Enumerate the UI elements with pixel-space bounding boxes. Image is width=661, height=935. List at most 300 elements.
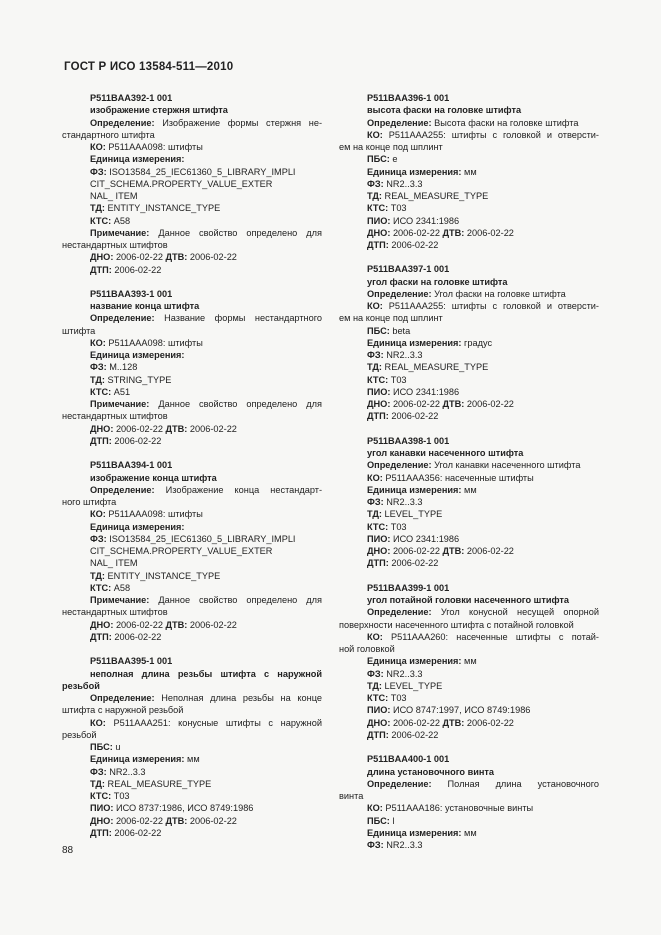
entry-line [339, 594, 599, 606]
entry-field-value: ИСО 2341:1986 [390, 386, 460, 397]
entry-line [62, 521, 322, 533]
entry-line [339, 129, 599, 141]
entry-line [339, 496, 599, 508]
entry-field-value: Угол конусной несущей опорной [431, 607, 599, 618]
entry-field-value: M..128 [106, 362, 138, 373]
entry-field-label: ДТП: [367, 729, 389, 740]
entry-line [339, 374, 599, 386]
entry-field-value: 2006-02-22 [113, 423, 166, 434]
entry-field-value: T03 [111, 791, 130, 802]
entry-field-label: ТД: [367, 191, 382, 201]
entry-line [62, 190, 322, 202]
entry-field-value: ИСО 2341:1986 [390, 215, 460, 226]
entry-field-label: Единица измерения: [90, 521, 185, 532]
entry-line [62, 153, 322, 165]
entry-line [339, 704, 599, 716]
entry-line [339, 227, 599, 239]
entry-line [62, 459, 322, 471]
entry-line [62, 594, 322, 606]
entry-line [62, 692, 322, 704]
entry-line [62, 374, 322, 386]
entry-field-label: ФЗ: [90, 166, 107, 177]
entry-line [339, 680, 599, 692]
entry-field-label: КО: [367, 472, 383, 483]
entry-field-label: ДТВ: [442, 227, 465, 238]
entry-field-value: P511AAA255: штифты с головкой и отверсти- [382, 129, 599, 140]
entry-line [62, 251, 322, 263]
entry-field-label: ДТП: [90, 827, 112, 838]
entry-line [62, 668, 322, 680]
entry-field-label: ПБС: [367, 815, 390, 826]
entry-field-value: Угол фаски на головке штифта [431, 288, 566, 299]
entry-field-label: КТС: [367, 374, 389, 385]
entry-line [62, 741, 322, 753]
entry-field-label: КО: [367, 631, 383, 642]
entry-field-value: P511AAA356: насеченные штифты [382, 472, 534, 483]
entry-field-value: мм [184, 754, 200, 765]
entry-field-value: P511AAA260: насеченные штифты с потай- [382, 631, 599, 642]
entry-field-value: ИСО 8737:1986, ИСО 8749:1986 [113, 803, 254, 814]
entry-field-label: ДНО: [90, 815, 114, 826]
entry-line [339, 153, 599, 165]
dictionary-entry [62, 655, 322, 839]
entry-line [62, 215, 322, 227]
entry-field-value: 2006-02-22 [388, 240, 439, 250]
entry-field-value: 2006-02-22 [464, 717, 514, 728]
entry-field-value: T03 [388, 203, 407, 214]
entry-line [62, 117, 322, 129]
entry-field-value: REAL_MEASURE_TYPE [382, 362, 489, 373]
entry-line [339, 447, 599, 459]
entry-field-value: 2006-02-22 [390, 546, 443, 557]
entry-line [339, 92, 599, 104]
entry-field-value: LEVEL_TYPE [382, 680, 443, 691]
entry-field-label: ДНО: [90, 619, 114, 630]
entry-field-label: ДНО: [367, 546, 391, 557]
entry-line [339, 141, 599, 153]
dictionary-entry [62, 288, 322, 447]
entry-line [62, 288, 322, 300]
entry-line [339, 398, 599, 410]
entry-line [339, 349, 599, 361]
entry-field-value: 2006-02-22 [388, 411, 439, 422]
entry-field-value: P511AAA098: штифты [105, 142, 203, 152]
entry-field-value: NR2..3.3 [383, 350, 423, 361]
entry-field-value: P511AAA186: установочные винты [382, 803, 534, 814]
entry-line [339, 215, 599, 227]
entry-line [339, 521, 599, 533]
entry-line [339, 766, 599, 778]
entry-field-label: P511BAA392-1 001 [90, 93, 173, 103]
entry-field-label: P511BAA397-1 001 [367, 264, 450, 275]
entry-field-label: КО: [367, 803, 383, 814]
entry-field-label: Единица измерения: [367, 166, 462, 177]
entry-field-value: штифта [62, 325, 96, 336]
entry-field-label: неполная длина резьбы штифта с наружной [90, 668, 322, 679]
entry-line [339, 643, 599, 655]
entry-field-label: ПБС: [90, 742, 113, 753]
entry-field-value: 2006-02-22 [390, 717, 443, 728]
entry-field-value: NR2..3.3 [383, 840, 423, 850]
entry-field-label: P511BAA395-1 001 [90, 656, 173, 667]
entry-field-value: ISO13584_25_IEC61360_5_LIBRARY_IMPLI [106, 166, 296, 177]
entry-field-value: 2006-02-22 [390, 399, 443, 410]
left-column [62, 92, 322, 851]
entry-field-label: КТС: [367, 521, 389, 532]
entry-line [339, 459, 599, 471]
entry-field-label: ДНО: [367, 227, 391, 238]
entry-field-label: Определение: [90, 484, 155, 495]
entry-field-value: Данное свойство определено для [149, 399, 322, 410]
entry-field-value: Неполная длина резьбы на конце [154, 693, 322, 704]
entry-line [62, 606, 322, 618]
entry-field-label: КТС: [90, 791, 112, 802]
entry-field-value: P511AAA255: штифты с головкой и отверсти- [382, 301, 599, 312]
entry-field-label: ФЗ: [367, 668, 384, 679]
entry-field-label: изображение конца штифта [90, 472, 217, 483]
entry-field-value: 2006-02-22 [111, 827, 162, 838]
entry-field-value: Название формы нестандартного [154, 313, 322, 324]
entry-field-label: P511BAA393-1 001 [90, 288, 173, 299]
entry-line [62, 398, 322, 410]
entry-field-label: ПИО: [90, 803, 114, 814]
entry-line [339, 778, 599, 790]
entry-line [62, 570, 322, 582]
entry-field-value: P511AAA251: конусные штифты с наружной [105, 717, 322, 728]
entry-field-value: 2006-02-22 [113, 815, 166, 826]
entry-field-label: КТС: [90, 582, 112, 593]
entry-field-value: стандартного штифта [62, 129, 155, 140]
entry-field-value: 2006-02-22 [187, 815, 237, 826]
entry-field-label: ПИО: [367, 215, 391, 226]
entry-field-label: ДТВ: [165, 252, 188, 263]
entry-field-label: ДНО: [367, 399, 391, 410]
entry-field-label: ДТП: [367, 411, 389, 422]
entry-line [62, 655, 322, 667]
entry-field-value: 2006-02-22 [390, 227, 443, 238]
entry-field-value: Данное свойство определено для [149, 595, 322, 606]
entry-field-label: ДТВ: [165, 815, 188, 826]
entry-field-value: поверхности насеченного штифта с потайной головкой [339, 619, 574, 630]
entry-line [62, 766, 322, 778]
entry-field-value: нестандартных штифтов [62, 411, 168, 422]
entry-field-label: ФЗ: [367, 350, 384, 361]
entry-line [62, 508, 322, 520]
entry-field-label: Единица измерения: [90, 154, 185, 165]
entry-field-label: изображение стержня штифта [90, 105, 228, 116]
entry-field-label: КТС: [90, 215, 112, 226]
entry-field-value: LEVEL_TYPE [382, 509, 443, 520]
entry-field-value: 2006-02-22 [464, 399, 514, 410]
entry-line [62, 410, 322, 422]
entry-field-label: Определение: [367, 460, 432, 471]
entry-field-value: NR2..3.3 [383, 497, 423, 508]
entry-field-value: A51 [111, 386, 131, 397]
entry-field-label: КО: [367, 129, 383, 140]
entry-field-label: Единица измерения: [367, 337, 462, 348]
entry-field-label: угол канавки насеченного штифта [367, 448, 524, 459]
entry-line [62, 533, 322, 545]
entry-field-value: мм [461, 166, 477, 177]
entry-field-label: ПБС: [367, 325, 390, 336]
entry-field-label: ДТП: [90, 264, 112, 275]
entry-field-value: NAL_ ITEM [90, 191, 138, 201]
entry-field-label: ТД: [90, 570, 105, 581]
entry-field-value: Угол канавки насеченного штифта [431, 460, 581, 471]
entry-line [62, 545, 322, 557]
entry-field-label: ФЗ: [367, 178, 384, 189]
entry-field-label: КО: [90, 142, 106, 152]
entry-field-label: Единица измерения: [90, 350, 185, 361]
entry-field-value: u [112, 742, 121, 753]
entry-line [62, 790, 322, 802]
entry-field-value: ного штифта [62, 497, 117, 508]
entry-line [62, 802, 322, 814]
entry-line [62, 227, 322, 239]
entry-field-value: CIT_SCHEMA.PROPERTY_VALUE_EXTER [90, 178, 273, 189]
entry-field-value: 2006-02-22 [111, 264, 162, 275]
entry-field-label: ДТВ: [165, 619, 188, 630]
entry-field-label: ПИО: [367, 705, 391, 716]
entry-line [339, 631, 599, 643]
entry-field-label: ТД: [367, 680, 382, 691]
entry-line [62, 680, 322, 692]
entry-field-label: КО: [90, 337, 106, 348]
entry-line [339, 655, 599, 667]
entry-line [339, 263, 599, 275]
page-number: 88 [62, 845, 74, 856]
entry-field-value: 2006-02-22 [187, 619, 237, 630]
entry-line [62, 178, 322, 190]
entry-field-value: 2006-02-22 [464, 546, 514, 557]
entry-field-label: P511BAA398-1 001 [367, 435, 450, 446]
entry-line [339, 753, 599, 765]
entry-field-value: градус [461, 337, 493, 348]
entry-field-value: ем на конце под шплинт [339, 313, 443, 324]
entry-field-value: ENTITY_INSTANCE_TYPE [105, 203, 221, 214]
entry-field-label: КТС: [367, 203, 389, 214]
entry-field-label: P511BAA399-1 001 [367, 582, 450, 593]
entry-field-label: ТД: [90, 374, 105, 385]
entry-line [339, 827, 599, 839]
entry-line [62, 202, 322, 214]
entry-field-label: Единица измерения: [367, 484, 462, 495]
entry-field-label: Единица измерения: [367, 827, 462, 838]
entry-field-value: 2006-02-22 [113, 252, 166, 263]
entry-field-label: КО: [90, 717, 106, 728]
entry-field-value: Изображение формы стержня не- [154, 117, 322, 128]
entry-line [339, 668, 599, 680]
entry-field-value: ИСО 8747:1997, ИСО 8749:1986 [390, 705, 531, 716]
entry-field-label: ДТВ: [165, 423, 188, 434]
entry-field-label: Определение: [90, 117, 155, 128]
entry-field-label: ДНО: [90, 252, 114, 263]
entry-field-label: КО: [90, 509, 106, 520]
entry-line [339, 104, 599, 116]
entry-field-value: ИСО 2341:1986 [390, 533, 460, 544]
dictionary-entry [339, 435, 599, 570]
entry-line [62, 141, 322, 153]
entry-line [62, 472, 322, 484]
entry-field-value: beta [389, 325, 411, 336]
entry-line [339, 337, 599, 349]
entry-line [62, 753, 322, 765]
entry-field-label: Определение: [90, 693, 155, 704]
entry-line [62, 827, 322, 839]
entry-field-value: NR2..3.3 [383, 178, 423, 189]
entry-field-value: резьбой [62, 729, 97, 740]
entry-field-label: P511BAA396-1 001 [367, 93, 450, 103]
entry-field-value: NR2..3.3 [383, 668, 423, 679]
entry-field-value: штифта с наружной резьбой [62, 705, 184, 716]
entry-field-value: ISO13584_25_IEC61360_5_LIBRARY_IMPLI [106, 533, 296, 544]
dictionary-entry [339, 92, 599, 251]
right-column [339, 92, 599, 863]
entry-field-label: ТД: [367, 362, 382, 373]
entry-field-value: 2006-02-22 [187, 252, 237, 263]
entry-line [62, 557, 322, 569]
entry-line [339, 361, 599, 373]
entry-field-value: REAL_MEASURE_TYPE [105, 778, 212, 789]
entry-field-label: Примечание: [90, 227, 150, 238]
entry-field-label: ДТП: [367, 240, 389, 250]
entry-line [339, 325, 599, 337]
entry-line [339, 239, 599, 251]
entry-field-label: КТС: [367, 693, 389, 704]
entry-line [339, 117, 599, 129]
entry-field-value: винта [339, 791, 364, 801]
entry-field-label: КТС: [90, 386, 112, 397]
entry-field-value: 2006-02-22 [111, 631, 162, 642]
entry-line [339, 533, 599, 545]
entry-field-value: 2006-02-22 [388, 729, 439, 740]
entry-line [339, 729, 599, 741]
entry-line [339, 545, 599, 557]
entry-field-value: мм [461, 827, 477, 838]
entry-line [339, 508, 599, 520]
entry-line [339, 166, 599, 178]
entry-line [339, 190, 599, 202]
entry-line [339, 435, 599, 447]
entry-field-value: P511AAA098: штифты [105, 337, 203, 348]
entry-field-value: P511AAA098: штифты [105, 509, 203, 520]
entry-field-label: ДТВ: [442, 546, 465, 557]
entry-field-label: ДТП: [90, 435, 112, 446]
entry-line [62, 300, 322, 312]
entry-line [62, 104, 322, 116]
entry-line [339, 300, 599, 312]
entry-line [339, 202, 599, 214]
entry-line [62, 361, 322, 373]
entry-field-value: мм [461, 484, 477, 495]
entry-line [339, 472, 599, 484]
entry-field-label: резьбой [62, 680, 100, 691]
entry-field-label: Примечание: [90, 399, 150, 410]
entry-line [62, 386, 322, 398]
entry-field-value: l [389, 815, 395, 826]
entry-field-value: ENTITY_INSTANCE_TYPE [105, 570, 221, 581]
entry-line [62, 815, 322, 827]
entry-field-value: e [389, 154, 398, 165]
entry-field-label: ПИО: [367, 386, 391, 397]
entry-field-value: нестандартных штифтов [62, 607, 168, 618]
entry-field-label: ФЗ: [90, 533, 107, 544]
entry-line [62, 423, 322, 435]
entry-field-label: ФЗ: [90, 766, 107, 777]
entry-field-label: P511BAA394-1 001 [90, 460, 173, 471]
entry-line [62, 729, 322, 741]
entry-field-label: Определение: [367, 607, 432, 618]
entry-field-value: Полная длина установочного [431, 778, 599, 789]
entry-field-label: ДТП: [367, 558, 389, 569]
entry-line [339, 557, 599, 569]
entry-line [62, 239, 322, 251]
dictionary-entry [339, 582, 599, 741]
entry-field-label: ДТП: [90, 631, 112, 642]
entry-line [339, 802, 599, 814]
entry-field-label: Определение: [367, 288, 432, 299]
entry-line [62, 704, 322, 716]
entry-line [339, 606, 599, 618]
entry-field-label: ДТВ: [442, 399, 465, 410]
entry-field-value: STRING_TYPE [105, 374, 172, 385]
entry-line [62, 312, 322, 324]
entry-field-label: угол потайной головки насеченного штифта [367, 595, 570, 606]
entry-line [62, 349, 322, 361]
entry-field-label: ПИО: [367, 533, 391, 544]
entry-line [62, 92, 322, 104]
entry-field-label: высота фаски на головке штифта [367, 105, 522, 116]
entry-line [62, 717, 322, 729]
entry-field-value: нестандартных штифтов [62, 240, 168, 250]
entry-field-value: NAL_ ITEM [90, 558, 138, 569]
entry-field-label: ТД: [367, 509, 382, 520]
entry-field-value: 2006-02-22 [187, 423, 237, 434]
entry-line [339, 815, 599, 827]
entry-field-label: ТД: [90, 203, 105, 214]
entry-line [339, 312, 599, 324]
entry-line [339, 410, 599, 422]
entry-line [339, 386, 599, 398]
entry-field-label: Единица измерения: [367, 656, 462, 667]
entry-field-label: КО: [367, 301, 383, 312]
entry-field-value: T03 [388, 374, 407, 385]
entry-field-label: Единица измерения: [90, 754, 185, 765]
entry-line [62, 337, 322, 349]
entry-field-label: название конца штифта [90, 301, 200, 312]
entry-field-label: ФЗ: [367, 497, 384, 508]
entry-field-label: угол фаски на головке штифта [367, 276, 508, 287]
entry-line [339, 692, 599, 704]
dictionary-entry [339, 753, 599, 851]
entry-field-label: Определение: [90, 313, 155, 324]
entry-line [62, 166, 322, 178]
entry-line [62, 435, 322, 447]
entry-field-value: REAL_MEASURE_TYPE [382, 191, 489, 201]
entry-field-value: T03 [388, 521, 407, 532]
entry-line [62, 631, 322, 643]
entry-field-label: Примечание: [90, 595, 150, 606]
entry-field-value: 2006-02-22 [464, 227, 514, 238]
entry-field-label: ДНО: [90, 423, 114, 434]
entry-field-value: Данное свойство определено для [149, 227, 322, 238]
entry-field-value: CIT_SCHEMA.PROPERTY_VALUE_EXTER [90, 546, 273, 557]
entry-field-label: ТД: [90, 778, 105, 789]
entry-line [339, 288, 599, 300]
entry-line [339, 276, 599, 288]
entry-field-label: ДТВ: [442, 717, 465, 728]
entry-field-value: ем на конце под шплинт [339, 142, 443, 152]
